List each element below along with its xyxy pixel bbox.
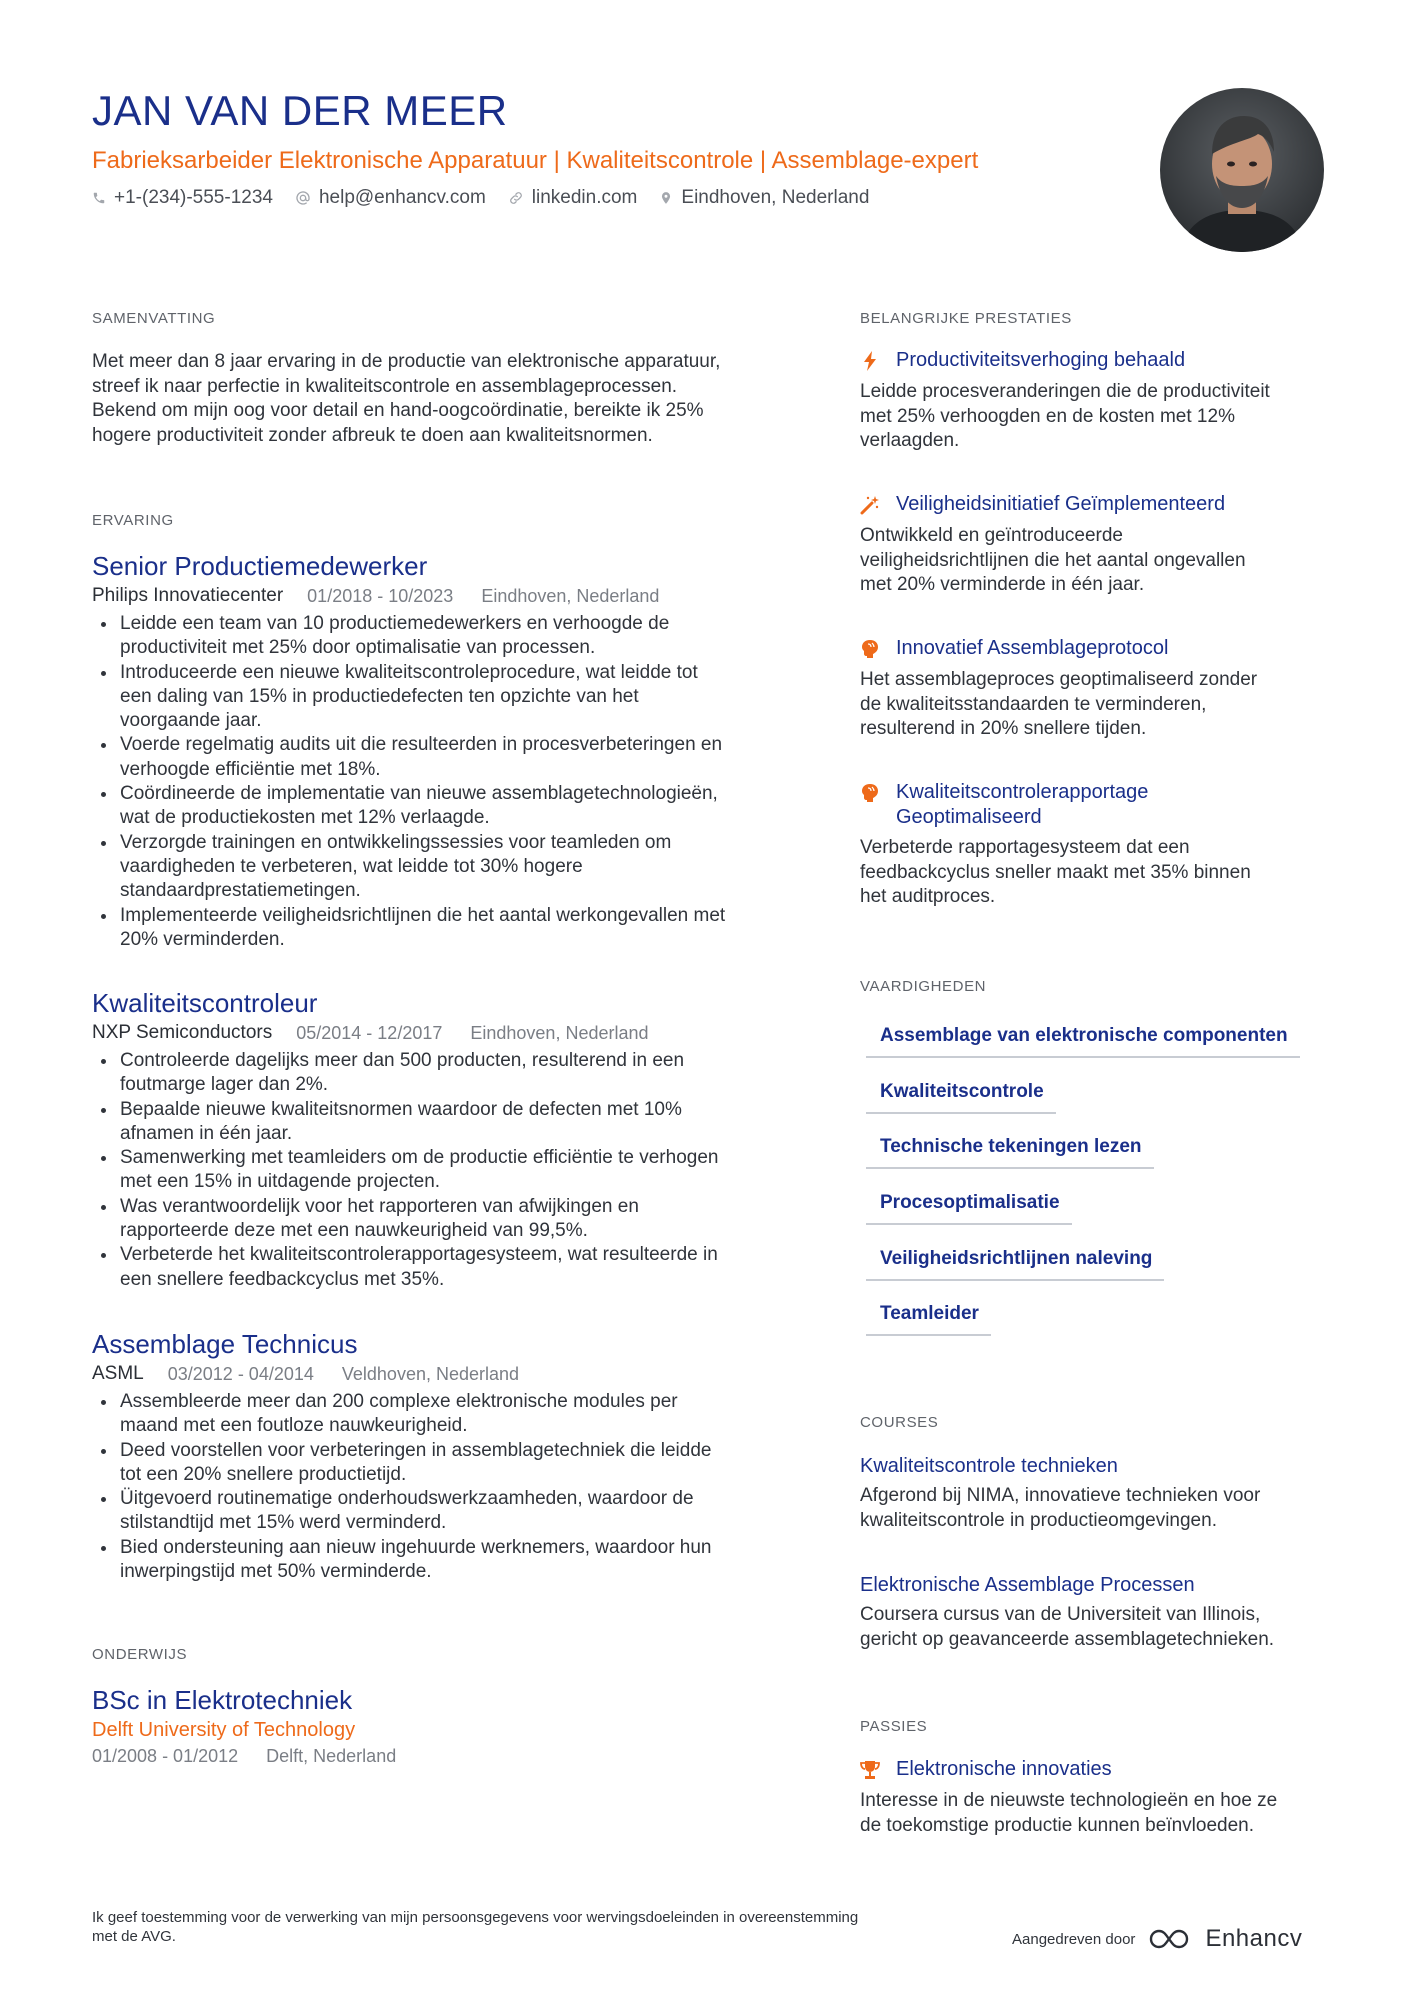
job-title: Kwaliteitscontroleur bbox=[92, 988, 318, 1018]
bullet-item: Deed voorstellen voor verbeteringen in assemblagetechniek die leidde tot een 20% snellere productietijd. bbox=[120, 1439, 802, 1488]
email-text: help@enhancv.com bbox=[318, 187, 486, 208]
achievement-item bbox=[860, 780, 1340, 910]
achievement-desc: Leidde procesveranderingen die de productiviteit met 25% verhoogden en de kosten met 12% verlaagden. bbox=[860, 381, 1270, 451]
course-item bbox=[860, 1453, 1340, 1533]
bullet-item: Implementeerde veiligheidsrichtlijnen die het aantal werkongevallen met 20% verminderden. bbox=[120, 904, 802, 953]
job-dates: 01/2018 - 10/2023 bbox=[307, 586, 454, 606]
link-icon bbox=[508, 190, 524, 206]
company-name: NXP Semiconductors bbox=[92, 1022, 273, 1043]
bullet-item: Coördineerde de implementatie van nieuwe assemblagetechnologieën, wat de productiekosten met 12% verlaagde. bbox=[120, 782, 802, 831]
bullet-item: Bied ondersteuning aan nieuw ingehuurde werknemers, waardoor hun inwerpingstijd met 50% verminderde. bbox=[120, 1536, 802, 1585]
job-title: Senior Productiemedewerker bbox=[92, 551, 428, 581]
phone-text: +1-(234)-555-1234 bbox=[114, 187, 273, 208]
contact-phone[interactable] bbox=[92, 185, 273, 211]
job-dates: 03/2012 - 04/2014 bbox=[167, 1364, 314, 1384]
profile-photo bbox=[1160, 88, 1324, 252]
candidate-name: JAN VAN DER MEER bbox=[92, 87, 508, 134]
education-heading: ONDERWIJS bbox=[92, 1646, 188, 1663]
summary-line: streef ik naar perfectie in kwaliteitscontrole en assemblageprocessen. bbox=[92, 375, 678, 397]
brain-icon bbox=[860, 639, 880, 659]
job-bullets bbox=[92, 612, 802, 952]
job-entry bbox=[92, 1328, 802, 1584]
course-title: Elektronische Assemblage Processen bbox=[860, 1574, 1195, 1596]
experience-heading: ERVARING bbox=[92, 512, 174, 529]
skill-tag: Teamleider bbox=[866, 1302, 991, 1336]
job-bullets bbox=[92, 1049, 802, 1292]
passion-item bbox=[860, 1757, 1340, 1838]
course-desc: Afgerond bij NIMA, innovatieve technieken voor kwaliteitscontrole in productieomgevingen. bbox=[860, 1485, 1261, 1531]
bullet-item: Controleerde dagelijks meer dan 500 producten, resulterend in een foutmarge lager dan 2%. bbox=[120, 1049, 802, 1098]
enhancv-logo-icon bbox=[1147, 1927, 1195, 1951]
achievement-title: Innovatief Assemblageprotocol bbox=[896, 637, 1169, 659]
achievement-title: Veiligheidsinitiatief Geïmplementeerd bbox=[896, 493, 1226, 515]
achievement-title: Kwaliteitscontrolerapportage Geoptimaliseerd bbox=[896, 781, 1149, 828]
job-dates: 05/2014 - 12/2017 bbox=[296, 1023, 443, 1043]
achievement-item bbox=[860, 348, 1340, 454]
magic-wand-icon bbox=[860, 495, 880, 515]
job-entry bbox=[92, 987, 802, 1292]
job-location: Eindhoven, Nederland bbox=[481, 586, 660, 606]
course-desc: Coursera cursus van de Universiteit van Illinois, gericht op geavanceerde assemblagetechnieken. bbox=[860, 1604, 1275, 1650]
job-title: Assemblage Technicus bbox=[92, 1329, 358, 1359]
skill-tag: Kwaliteitscontrole bbox=[866, 1080, 1056, 1114]
contact-location bbox=[659, 185, 869, 211]
bullet-item: Verzorgde trainingen en ontwikkelingssessies voor teamleden om vaardigheden te verbeteren, wat leidde tot 30% hogere standaardprestatiemetingen. bbox=[120, 831, 802, 904]
lightning-icon bbox=[863, 351, 877, 371]
bullet-item: Assembleerde meer dan 200 complexe elektronische modules per maand met een foutloze nauwkeurigheid. bbox=[120, 1390, 802, 1439]
degree-title: BSc in Elektrotechniek bbox=[92, 1685, 353, 1715]
passion-desc: Interesse in de nieuwste technologieën en hoe ze de toekomstige productie kunnen beïnvloeden. bbox=[860, 1790, 1278, 1836]
skills-heading: VAARDIGHEDEN bbox=[860, 978, 987, 995]
linkedin-text: linkedin.com bbox=[531, 187, 638, 208]
course-title: Kwaliteitscontrole technieken bbox=[860, 1455, 1118, 1477]
achievement-desc: Verbeterde rapportagesysteem dat een feedbackcyclus sneller maakt met 35% binnen het auditproces. bbox=[860, 837, 1251, 907]
school-name: Delft University of Technology bbox=[92, 1719, 356, 1741]
bullet-item: Introduceerde een nieuwe kwaliteitscontroleprocedure, wat leidde tot een daling van 15% in productiedefecten ten opzichte van het voorgaande jaar. bbox=[120, 661, 802, 734]
powered-by-label: Aangedreven door bbox=[1012, 1930, 1136, 1948]
skill-tag: Assemblage van elektronische componenten bbox=[866, 1024, 1300, 1058]
passion-title: Elektronische innovaties bbox=[896, 1758, 1112, 1780]
job-bullets bbox=[92, 1390, 802, 1584]
bullet-item: Voerde regelmatig audits uit die resulteerden in procesverbeteringen en verhoogde efficiëntie met 18%. bbox=[120, 733, 802, 782]
summary-heading: SAMENVATTING bbox=[92, 310, 216, 327]
bullet-item: Üitgevoerd routinematige onderhoudswerkzaamheden, waardoor de stilstandtijd met 15% werd verminderd. bbox=[120, 1487, 802, 1536]
achievement-title: Productiviteitsverhoging behaald bbox=[896, 349, 1186, 371]
contact-bar bbox=[92, 185, 891, 211]
bullet-item: Verbeterde het kwaliteitscontrolerapportagesysteem, wat resulteerde in een snellere feedbackcyclus met 35%. bbox=[120, 1243, 802, 1292]
brand-name: Enhancv bbox=[1205, 1925, 1303, 1952]
trophy-icon bbox=[860, 1760, 880, 1780]
consent-text: Ik geef toestemming voor de verwerking van mijn persoonsgegevens voor wervingsdoeleinden in overeenstemming met de AVG. bbox=[92, 1909, 859, 1945]
skill-tag: Veiligheidsrichtlijnen naleving bbox=[866, 1247, 1164, 1281]
at-icon bbox=[295, 190, 311, 206]
education-entry bbox=[92, 1684, 396, 1768]
job-entry bbox=[92, 550, 802, 952]
company-name: ASML bbox=[92, 1363, 144, 1384]
courses-heading: COURSES bbox=[860, 1414, 939, 1431]
summary-line: hogere productiviteit zonder afbreuk te doen aan kwaliteitsnormen. bbox=[92, 424, 653, 446]
achievements-heading: BELANGRIJKE PRESTATIES bbox=[860, 310, 1072, 327]
skill-tag: Technische tekeningen lezen bbox=[866, 1135, 1154, 1169]
summary-line: Met meer dan 8 jaar ervaring in de productie van elektronische apparatuur, bbox=[92, 351, 721, 372]
job-location: Eindhoven, Nederland bbox=[470, 1023, 649, 1043]
phone-icon bbox=[92, 191, 106, 205]
contact-linkedin[interactable] bbox=[508, 185, 638, 211]
bullet-item: Was verantwoordelijk voor het rapporteren van afwijkingen en rapporteerde deze met een nauwkeurigheid van 99,5%. bbox=[120, 1195, 802, 1244]
job-location: Veldhoven, Nederland bbox=[341, 1364, 520, 1384]
course-item bbox=[860, 1572, 1340, 1652]
education-location: Delft, Nederland bbox=[266, 1746, 397, 1766]
skill-tag: Procesoptimalisatie bbox=[866, 1191, 1072, 1225]
bullet-item: Bepaalde nieuwe kwaliteitsnormen waardoor de defecten met 10% afnamen in één jaar. bbox=[120, 1098, 802, 1147]
headline: Fabrieksarbeider Elektronische Apparatuur | Kwaliteitscontrole | Assemblage-expert bbox=[92, 147, 979, 174]
bullet-item: Leidde een team van 10 productiemedewerkers en verhoogde de productiviteit met 25% door optimalisatie van processen. bbox=[120, 612, 802, 661]
summary-line: Bekend om mijn oog voor detail en hand-oogcoördinatie, bereikte ik 25% bbox=[92, 400, 704, 421]
company-name: Philips Innovatiecenter bbox=[92, 585, 284, 606]
achievement-item bbox=[860, 492, 1340, 598]
achievement-desc: Ontwikkeld en geïntroduceerde veiligheidsrichtlijnen die het aantal ongevallen met 20% verminderde in één jaar. bbox=[860, 525, 1246, 595]
powered-by bbox=[1012, 1925, 1302, 1953]
achievement-item bbox=[860, 636, 1340, 742]
brain-icon bbox=[860, 783, 880, 803]
passions-heading: PASSIES bbox=[860, 1718, 928, 1735]
achievement-desc: Het assemblageproces geoptimaliseerd zonder de kwaliteitsstandaarden te verminderen, resulterend in 20% snellere tijden. bbox=[860, 669, 1258, 739]
summary-text bbox=[92, 350, 792, 448]
location-text: Eindhoven, Nederland bbox=[681, 187, 870, 208]
education-dates: 01/2008 - 01/2012 bbox=[92, 1746, 239, 1766]
location-pin-icon bbox=[659, 190, 673, 206]
contact-email[interactable] bbox=[295, 185, 486, 211]
bullet-item: Samenwerking met teamleiders om de productie efficiëntie te verhogen met een 15% in uitdagende projecten. bbox=[120, 1146, 802, 1195]
